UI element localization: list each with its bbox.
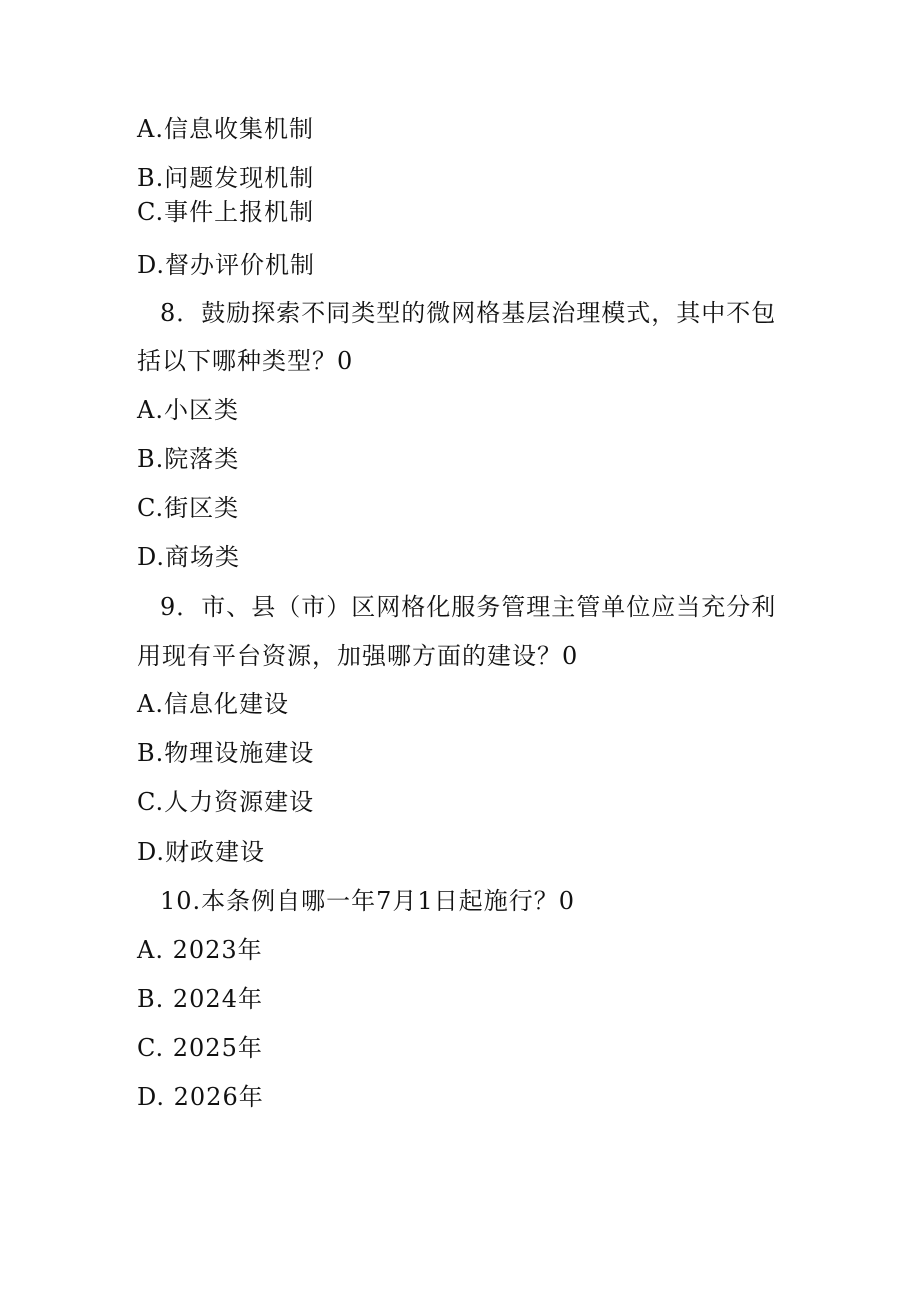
q9-question-line1: 9．市、县（市）区网格化服务管理主管单位应当充分利	[160, 593, 777, 621]
q9-option-b: B.物理设施建设	[137, 739, 315, 767]
q8-question-line1: 8．鼓励探索不同类型的微网格基层治理模式，其中不包	[160, 299, 777, 327]
q10-option-d: D. 2026年	[137, 1083, 264, 1111]
q8-option-c: C.街区类	[137, 494, 240, 522]
q7-option-b: B.问题发现机制	[137, 164, 315, 192]
q8-question-line2: 括以下哪种类型？0	[137, 347, 354, 375]
q10-option-b: B. 2024年	[137, 985, 263, 1013]
q8-option-a: A.小区类	[137, 396, 239, 424]
q7-option-d: D.督办评价机制	[137, 251, 316, 279]
q7-option-c: C.事件上报机制	[137, 198, 315, 226]
q10-option-a: A. 2023年	[137, 936, 263, 964]
q9-option-c: C.人力资源建设	[137, 788, 315, 816]
q9-option-d: D.财政建设	[137, 838, 266, 866]
q9-option-a: A.信息化建设	[137, 690, 289, 718]
q10-option-c: C. 2025年	[137, 1034, 263, 1062]
q10-question-line1: 10.本条例自哪一年7月1日起施行？0	[160, 887, 575, 915]
q7-option-a: A.信息收集机制	[137, 115, 314, 143]
q8-option-d: D.商场类	[137, 543, 241, 571]
q8-option-b: B.院落类	[137, 445, 240, 473]
q9-question-line2: 用现有平台资源，加强哪方面的建设？0	[137, 642, 579, 670]
